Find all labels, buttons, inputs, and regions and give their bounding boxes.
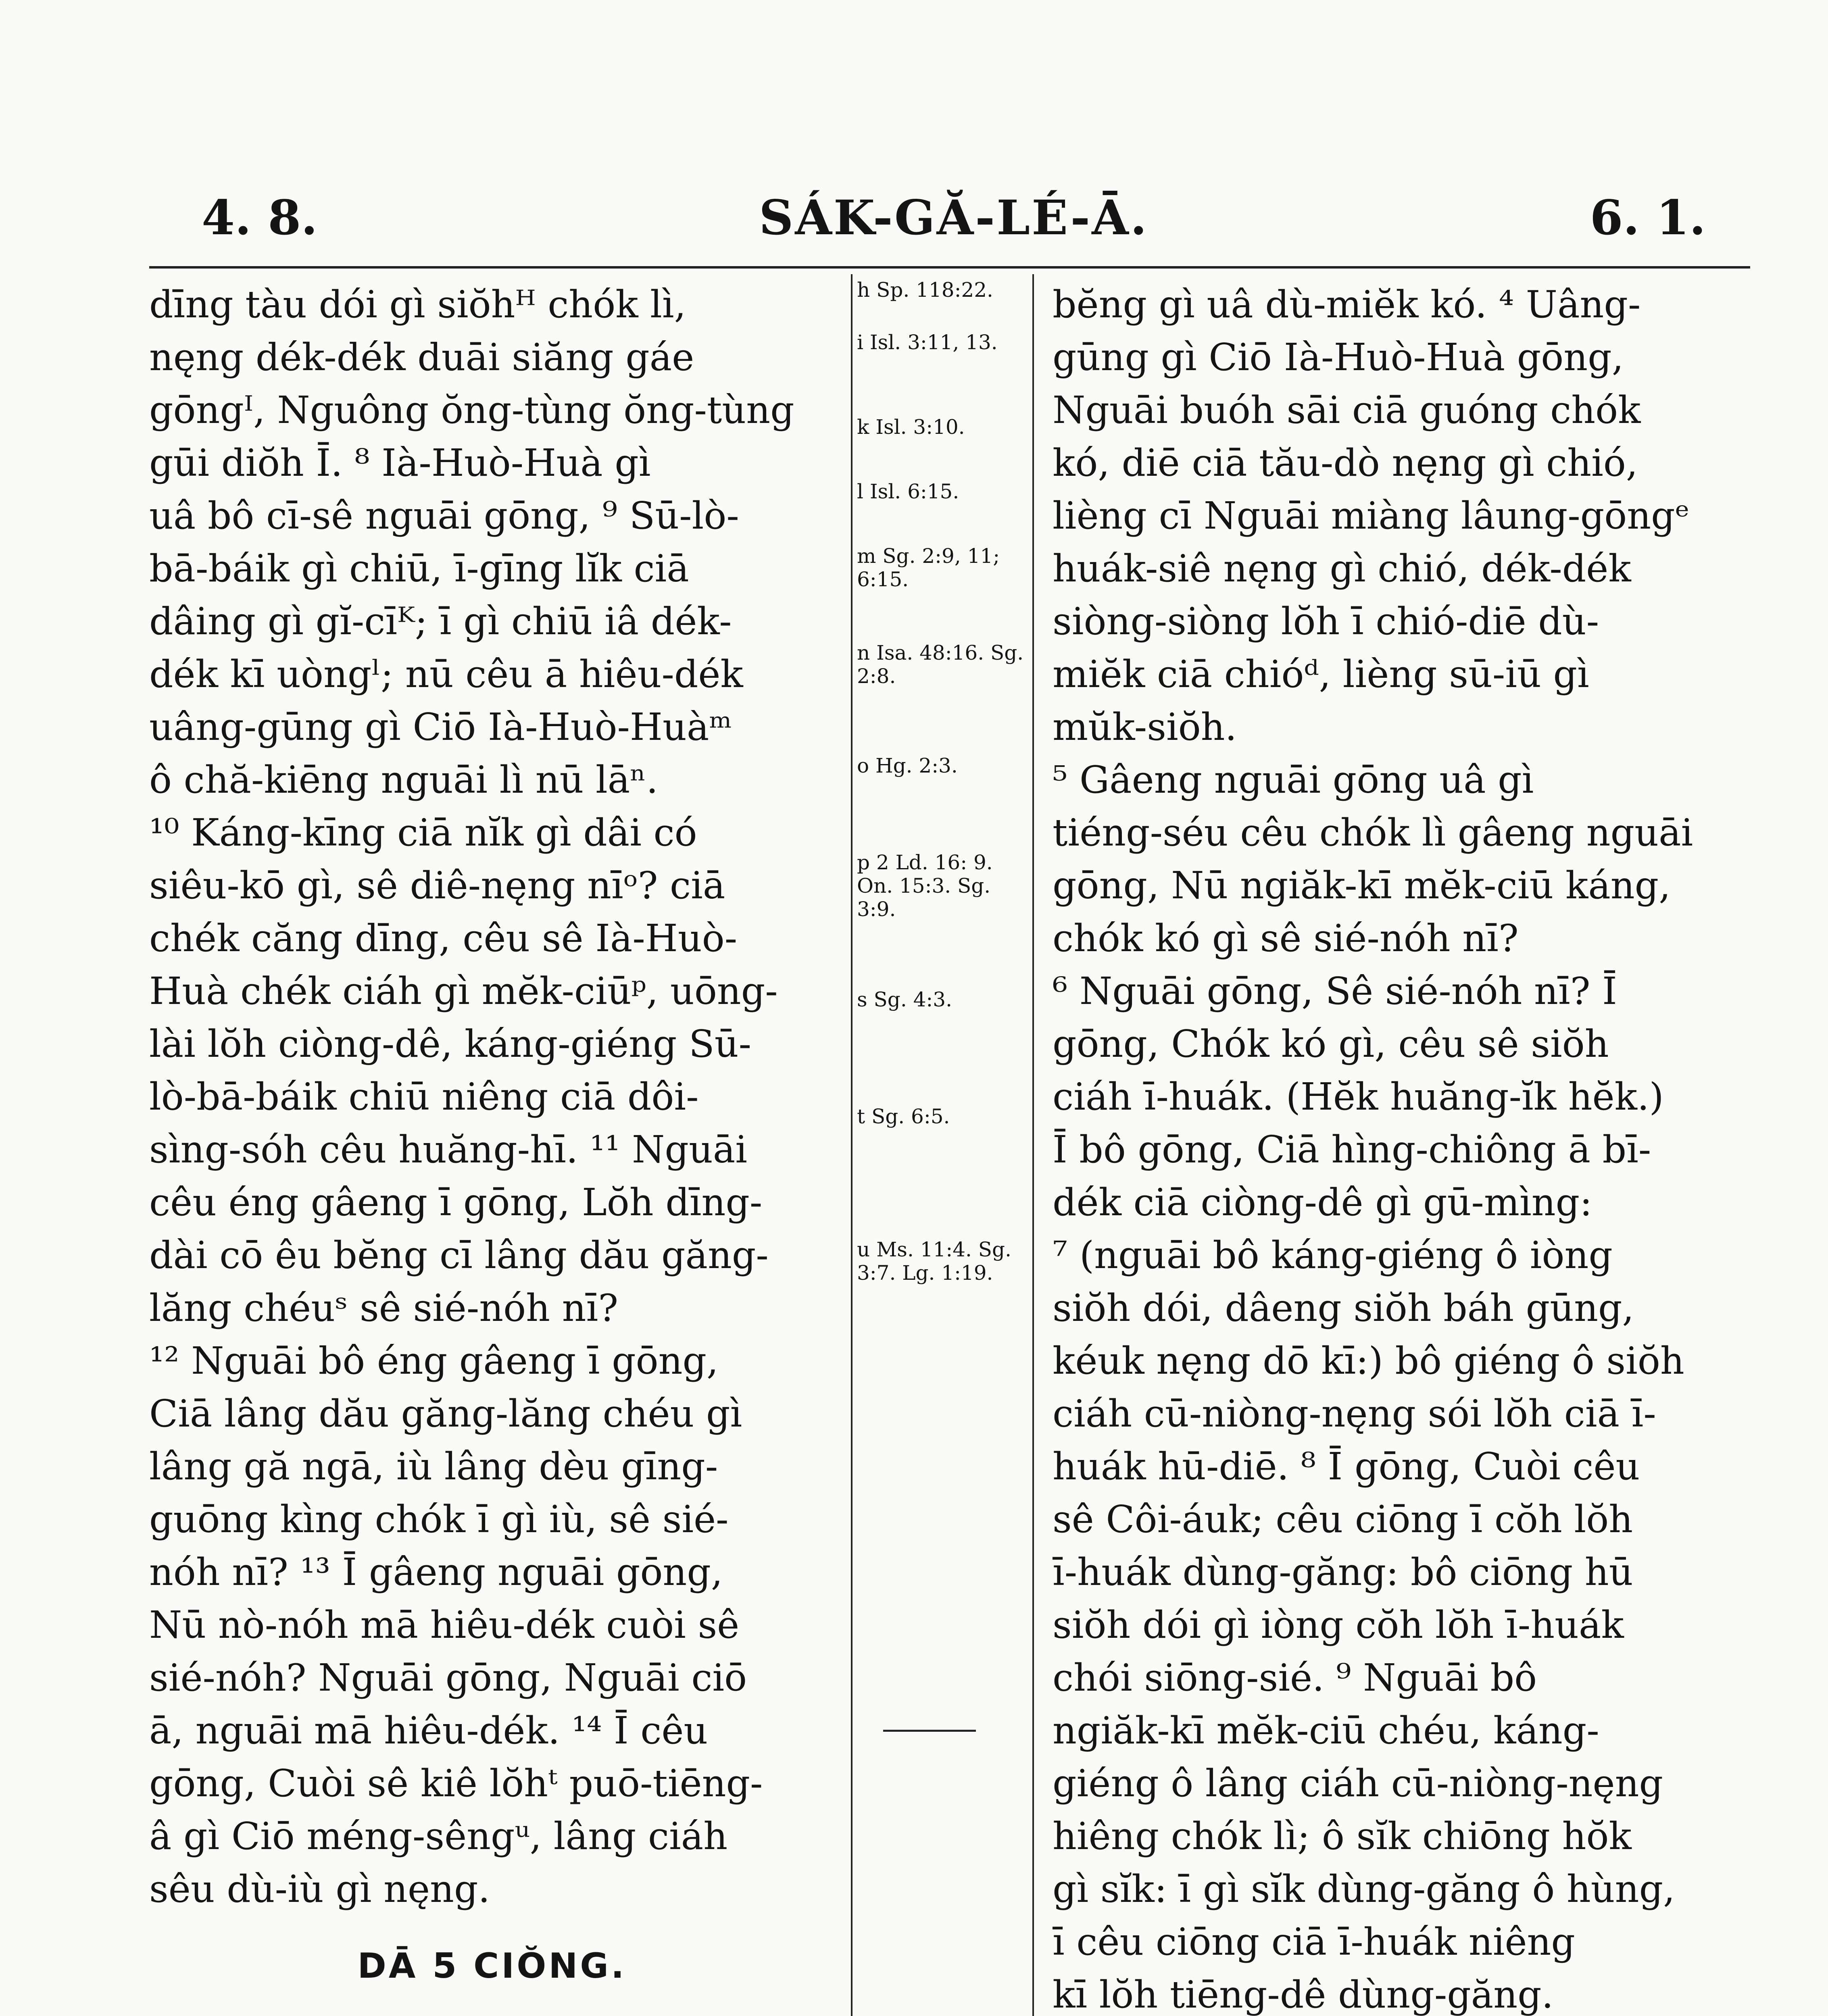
text-line: dīng tàu dói gì siŏhᴴ chók lì,	[149, 283, 686, 326]
cross-reference: u Ms. 11:4. Sg. 3:7. Lg. 1:19.	[857, 1238, 1011, 1285]
text-line: Ī bô gōng, Ciā hìng-chiông ā bī-	[1053, 1128, 1651, 1171]
text-line: Nguāi buóh sāi ciā guóng chók	[1053, 388, 1641, 432]
text-line: nęng dék-dék duāi siăng gáe	[149, 335, 694, 379]
text-line: chék căng dīng, cêu sê Ià-Huò-	[149, 916, 738, 960]
text-line: chók kó gì sê sié-nóh nī?	[1053, 916, 1519, 960]
cross-reference: p 2 Ld. 16: 9. On. 15:3. Sg. 3:9.	[857, 851, 993, 921]
column-divider-left	[851, 274, 853, 2016]
text-line: siêu-kō gì, sê diê-nęng nīᵒ? ciā	[149, 864, 725, 907]
text-line: Huà chék ciáh gì mĕk-ciūᵖ, uōng-	[149, 969, 778, 1013]
left-text-block-a	[149, 278, 835, 1916]
text-line: ⁷ (nguāi bô káng-giéng ô iòng	[1053, 1233, 1613, 1277]
text-line: sê Côi-áuk; cêu ciōng ī cŏh lŏh	[1053, 1497, 1633, 1541]
text-line: ī cêu ciōng ciā ī-huák niêng	[1053, 1920, 1575, 1964]
text-line: gì sĭk: ī gì sĭk dùng-găng ô hùng,	[1053, 1867, 1675, 1911]
cross-references	[857, 278, 1030, 2016]
text-line: tiéng-séu cêu chók lì gâeng nguāi	[1053, 811, 1693, 854]
column-divider-right	[1032, 274, 1034, 2016]
text-line: ¹² Nguāi bô éng gâeng ī gōng,	[149, 1339, 719, 1383]
text-line: Ciā lâng dău găng-lăng chéu gì	[149, 1392, 742, 1435]
text-line: kéuk nęng dō kī:) bô giéng ô siŏh	[1053, 1339, 1684, 1383]
text-line: lièng cī Nguāi miàng lâung-gōngᵉ	[1053, 494, 1690, 537]
text-line: huák-siê nęng gì chió, dék-dék	[1053, 547, 1631, 590]
text-line: ciáh ī-huák. (Hĕk huăng-ĭk hĕk.)	[1053, 1075, 1664, 1118]
chapter-heading-5: DĀ 5 CIŎNG.	[357, 1946, 627, 1986]
text-line: miĕk ciā chióᵈ, lièng sū-iū gì	[1053, 652, 1589, 696]
text-line: dék kī uòngˡ; nū cêu ā hiêu-dék	[149, 652, 743, 696]
text-column-right	[1053, 278, 1746, 2016]
text-line: ī-huák dùng-găng: bô ciōng hū	[1053, 1550, 1633, 1594]
text-line: uâ bô cī-sê nguāi gōng, ⁹ Sū-lò-	[149, 494, 739, 537]
text-column-left	[149, 278, 835, 2016]
text-line: mŭk-siŏh.	[1053, 705, 1237, 749]
book-title: SÁK-GĂ-LÉ-Ā.	[759, 190, 1148, 246]
text-line: Nū nò-nóh mā hiêu-dék cuòi sê	[149, 1603, 740, 1647]
text-line: siòng-siòng lŏh ī chió-diē dù-	[1053, 600, 1599, 643]
text-line: dâing gì gĭ-cīᴷ; ī gì chiū iâ dék-	[149, 600, 732, 643]
cross-reference: m Sg. 2:9, 11; 6:15.	[857, 544, 1000, 591]
text-line: ô chă-kiēng nguāi lì nū lāⁿ.	[149, 758, 658, 802]
text-line: sêu dù-iù gì nęng.	[149, 1867, 490, 1911]
text-line: dék ciā ciòng-dê gì gū-mìng:	[1053, 1181, 1592, 1224]
chapter-verse-left: 4. 8.	[202, 190, 318, 246]
text-line: ¹⁰ Káng-kīng ciā nĭk gì dâi có	[149, 811, 697, 854]
text-line: lâng gă ngā, iù lâng dèu gīng-	[149, 1445, 718, 1488]
header-rule	[149, 266, 1750, 269]
text-line: hiêng chók lì; ô sĭk chiōng hŏk	[1053, 1814, 1632, 1858]
text-line: gūng gì Ciō Ià-Huò-Huà gōng,	[1053, 335, 1624, 379]
chapter-verse-right: 6. 1.	[1590, 190, 1706, 246]
text-line: giéng ô lâng ciáh cū-niòng-nęng	[1053, 1762, 1663, 1805]
cross-reference: i Isl. 3:11, 13.	[857, 331, 998, 354]
cross-reference: k Isl. 3:10.	[857, 415, 965, 439]
text-line: ā, nguāi mā hiêu-dék. ¹⁴ Ī cêu	[149, 1709, 708, 1752]
text-line: gōngᴵ, Nguông ŏng-tùng ŏng-tùng	[149, 388, 794, 432]
text-line: gūi diŏh Ī. ⁸ Ià-Huò-Huà gì	[149, 441, 651, 485]
text-line: kó, diē ciā tău-dò nęng gì chió,	[1053, 441, 1638, 485]
text-line: ⁶ Nguāi gōng, Sê sié-nóh nī? Ī	[1053, 969, 1617, 1013]
text-line: huák hū-diē. ⁸ Ī gōng, Cuòi cêu	[1053, 1445, 1640, 1488]
text-line: ngiăk-kī mĕk-ciū chéu, káng-	[1053, 1709, 1599, 1752]
text-line: chói siōng-sié. ⁹ Nguāi bô	[1053, 1656, 1537, 1699]
text-line: bĕng gì uâ dù-miĕk kó. ⁴ Uâng-	[1053, 283, 1641, 326]
cross-reference: h Sp. 118:22.	[857, 278, 993, 302]
cross-reference: l Isl. 6:15.	[857, 480, 959, 503]
text-line: guōng kìng chók ī gì iù, sê sié-	[149, 1497, 729, 1541]
text-line: kī lŏh tiēng-dê dùng-găng.	[1053, 1973, 1554, 2016]
text-line: nóh nī? ¹³ Ī gâeng nguāi gōng,	[149, 1550, 723, 1594]
text-line: sié-nóh? Nguāi gōng, Nguāi ciō	[149, 1656, 747, 1699]
text-line: dài cō êu bĕng cī lâng dău găng-	[149, 1233, 769, 1277]
text-line: gōng, Chók kó gì, cêu sê siŏh	[1053, 1022, 1609, 1066]
text-line: lăng chéuˢ sê sié-nóh nī?	[149, 1286, 619, 1330]
text-line: ciáh cū-niòng-nęng sói lŏh ciā ī-	[1053, 1392, 1656, 1435]
text-line: lò-bā-báik chiū niêng ciā dôi-	[149, 1075, 699, 1118]
text-line: â gì Ciō méng-sêngᵘ, lâng ciáh	[149, 1814, 728, 1858]
text-line: gōng, Cuòi sê kiê lŏhᵗ puō-tiēng-	[149, 1762, 763, 1805]
running-head	[202, 190, 1706, 262]
cross-reference: t Sg. 6:5.	[857, 1105, 950, 1128]
text-line: siŏh dói, dâeng siŏh báh gūng,	[1053, 1286, 1634, 1330]
text-line: bā-báik gì chiū, ī-gīng lĭk ciā	[149, 547, 689, 590]
text-line: gōng, Nū ngiăk-kī mĕk-ciū káng,	[1053, 864, 1671, 907]
right-text-block-a	[1053, 278, 1746, 2016]
text-line: sìng-sóh cêu huăng-hī. ¹¹ Nguāi	[149, 1128, 748, 1171]
text-line: siŏh dói gì iòng cŏh lŏh ī-huák	[1053, 1603, 1624, 1647]
cross-reference: o Hg. 2:3.	[857, 754, 958, 777]
text-line: lài lŏh ciòng-dê, káng-giéng Sū-	[149, 1022, 752, 1066]
text-line: uâng-gūng gì Ciō Ià-Huò-Huàᵐ	[149, 705, 732, 749]
cross-reference: s Sg. 4:3.	[857, 988, 952, 1011]
cross-reference: n Isa. 48:16. Sg. 2:8.	[857, 641, 1024, 688]
text-line: cêu éng gâeng ī gōng, Lŏh dīng-	[149, 1181, 763, 1224]
text-line: ⁵ Gâeng nguāi gōng uâ gì	[1053, 758, 1534, 802]
